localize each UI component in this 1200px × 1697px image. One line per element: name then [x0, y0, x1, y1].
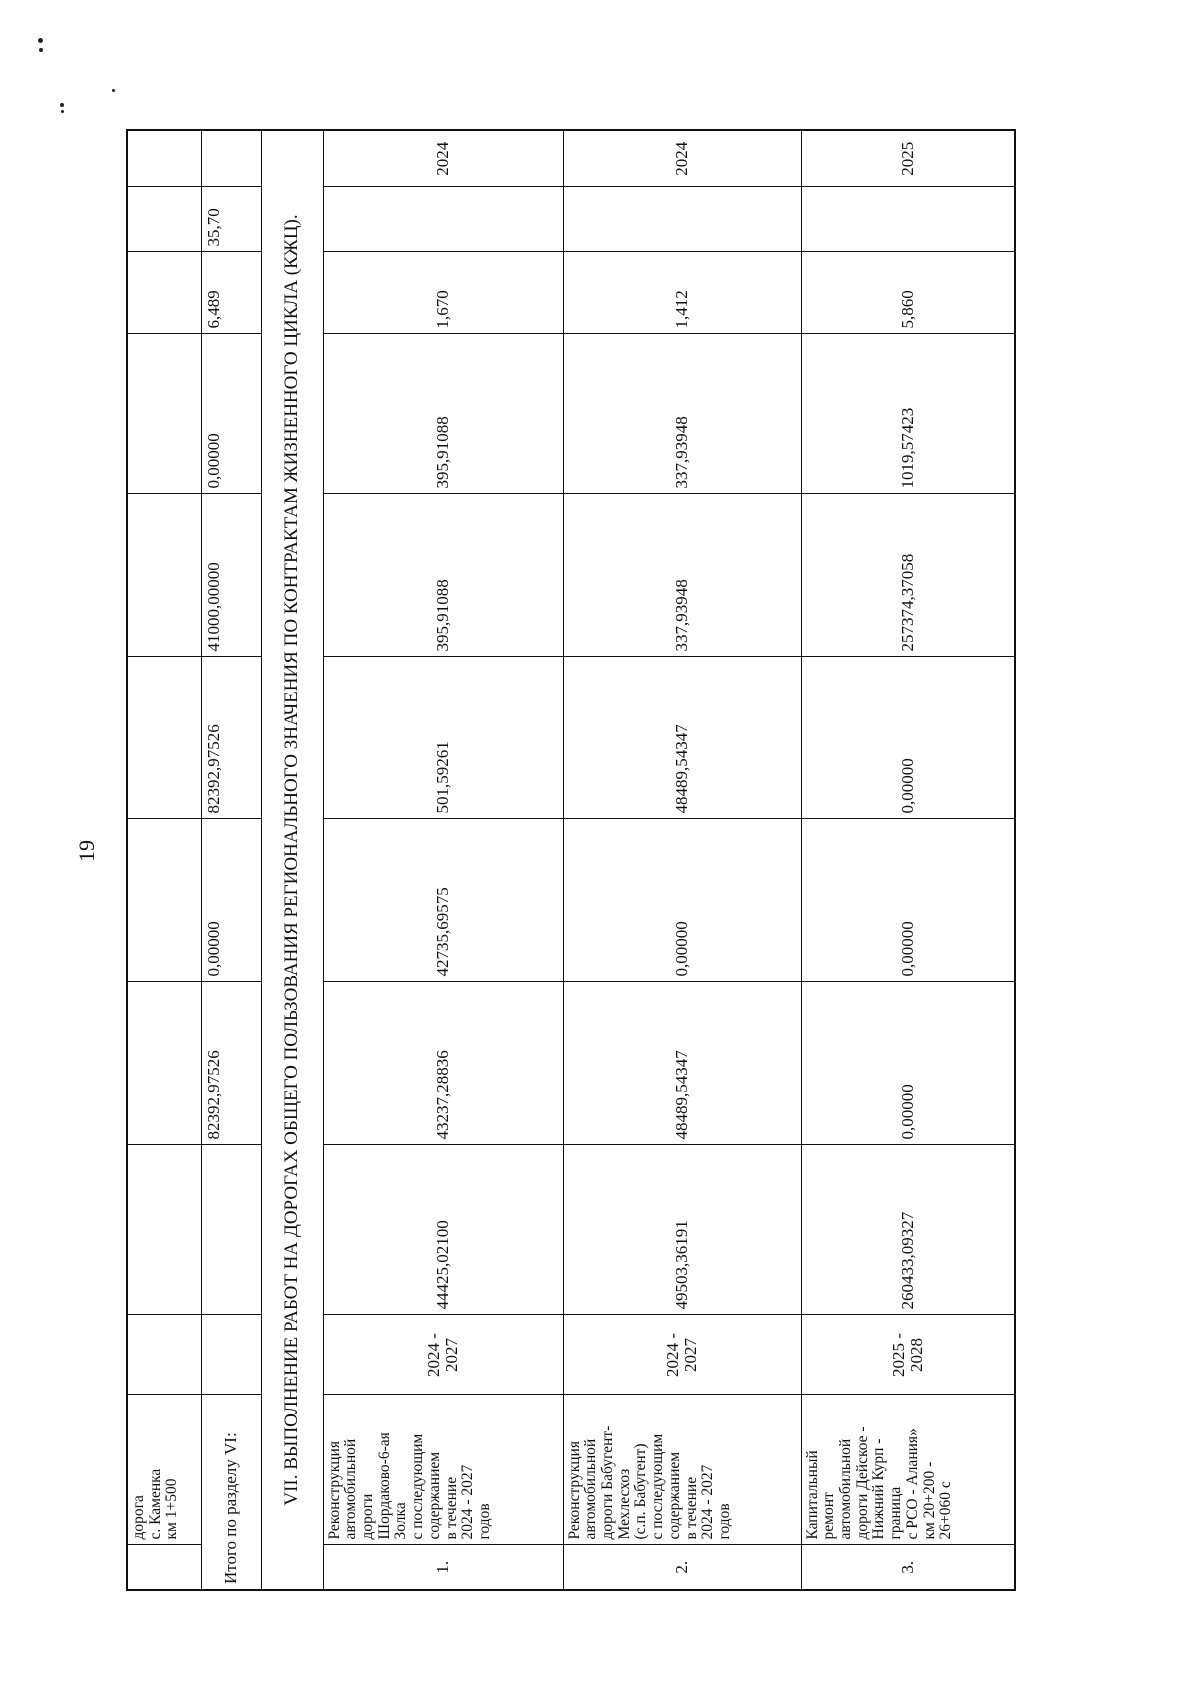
row-index: 1.: [323, 1545, 563, 1590]
total-c7: 41000,00000: [201, 494, 261, 657]
table-row: [323, 130, 563, 1590]
row-year: 2024: [323, 130, 563, 187]
row-c7: 257374,37058: [801, 494, 1015, 657]
scan-speck: [38, 38, 43, 43]
total-c10: 35,70: [201, 187, 261, 252]
total-c4: 82392,97526: [201, 982, 261, 1145]
row-c5: 0,00000: [563, 819, 801, 982]
prev-row-idx: [127, 1545, 201, 1590]
row-c3: 49503,36191: [563, 1145, 801, 1315]
table-row: [563, 130, 801, 1590]
total-c5: 0,00000: [201, 819, 261, 982]
row-c4: 48489,54347: [563, 982, 801, 1145]
scan-speck: [112, 89, 115, 92]
row-period: 2024 - 2027: [563, 1315, 801, 1395]
scan-speck: [60, 103, 64, 107]
row-c4: 43237,28836: [323, 982, 563, 1145]
section-title: VII. ВЫПОЛНЕНИЕ РАБОТ НА ДОРОГАХ ОБЩЕГО ПОЛЬЗОВАНИЯ РЕГИОНАЛЬНОГО ЗНАЧЕНИЯ ПО КОНТРАКТАМ ЖИЗНЕННОГО ЦИКЛА (КЖЦ).: [261, 130, 323, 1590]
total-c8: 0,00000: [201, 334, 261, 494]
row-c10: [563, 187, 801, 252]
page-number: 19: [74, 840, 99, 862]
total-c9: 6,489: [201, 252, 261, 334]
row-c6: 48489,54347: [563, 657, 801, 819]
row-year: 2025: [801, 130, 1015, 187]
row-description: Реконструкция автомобильной дороги Шордаково-6-ая Золка с последующим содержанием в течение 2024 - 2027 годов: [323, 1395, 563, 1545]
row-c10: [801, 187, 1015, 252]
row-c4: 0,00000: [801, 982, 1015, 1145]
row-c9: 1,412: [563, 252, 801, 334]
row-year: 2024: [563, 130, 801, 187]
total-c6: 82392,97526: [201, 657, 261, 819]
row-c5: 42735,69575: [323, 819, 563, 982]
row-c9: 1,670: [323, 252, 563, 334]
row-c8: 1019,57423: [801, 334, 1015, 494]
row-c6: 0,00000: [801, 657, 1015, 819]
row-description: Реконструкция автомобильной дороги Бабугент- Мехлесхоз (с.п. Бабугент) с последующим содержанием в течение 2024 - 2027 годов: [563, 1395, 801, 1545]
row-c5: 0,00000: [801, 819, 1015, 982]
row-c6: 501,59261: [323, 657, 563, 819]
scan-speck: [61, 110, 64, 113]
row-c10: [323, 187, 563, 252]
row-description: Капитальный ремонт автомобильной дороги Дейское - Нижний Курп - граница с РСО - Алания» км 20+200 - 26+060 с: [801, 1395, 1015, 1545]
row-c7: 337,93948: [563, 494, 801, 657]
row-index: 2.: [563, 1545, 801, 1590]
rotated-table-container: [126, 131, 1014, 1591]
row-c3: 260433,09327: [801, 1145, 1015, 1315]
works-table: [126, 129, 1016, 1591]
table-row: [801, 130, 1015, 1590]
total-row: [201, 130, 261, 1590]
row-c8: 337,93948: [563, 334, 801, 494]
row-period: 2024 - 2027: [323, 1315, 563, 1395]
total-label: Итого по разделу VI:: [201, 1395, 261, 1590]
row-c3: 44425,02100: [323, 1145, 563, 1315]
row-c8: 395,91088: [323, 334, 563, 494]
row-index: 3.: [801, 1545, 1015, 1590]
prev-row: [127, 130, 201, 1590]
prev-row-desc: дорога с. Каменка км 1+500: [127, 1395, 201, 1545]
row-period: 2025 - 2028: [801, 1315, 1015, 1395]
section-row: [261, 130, 323, 1590]
scan-speck: [39, 48, 43, 52]
row-c9: 5,860: [801, 252, 1015, 334]
row-c7: 395,91088: [323, 494, 563, 657]
